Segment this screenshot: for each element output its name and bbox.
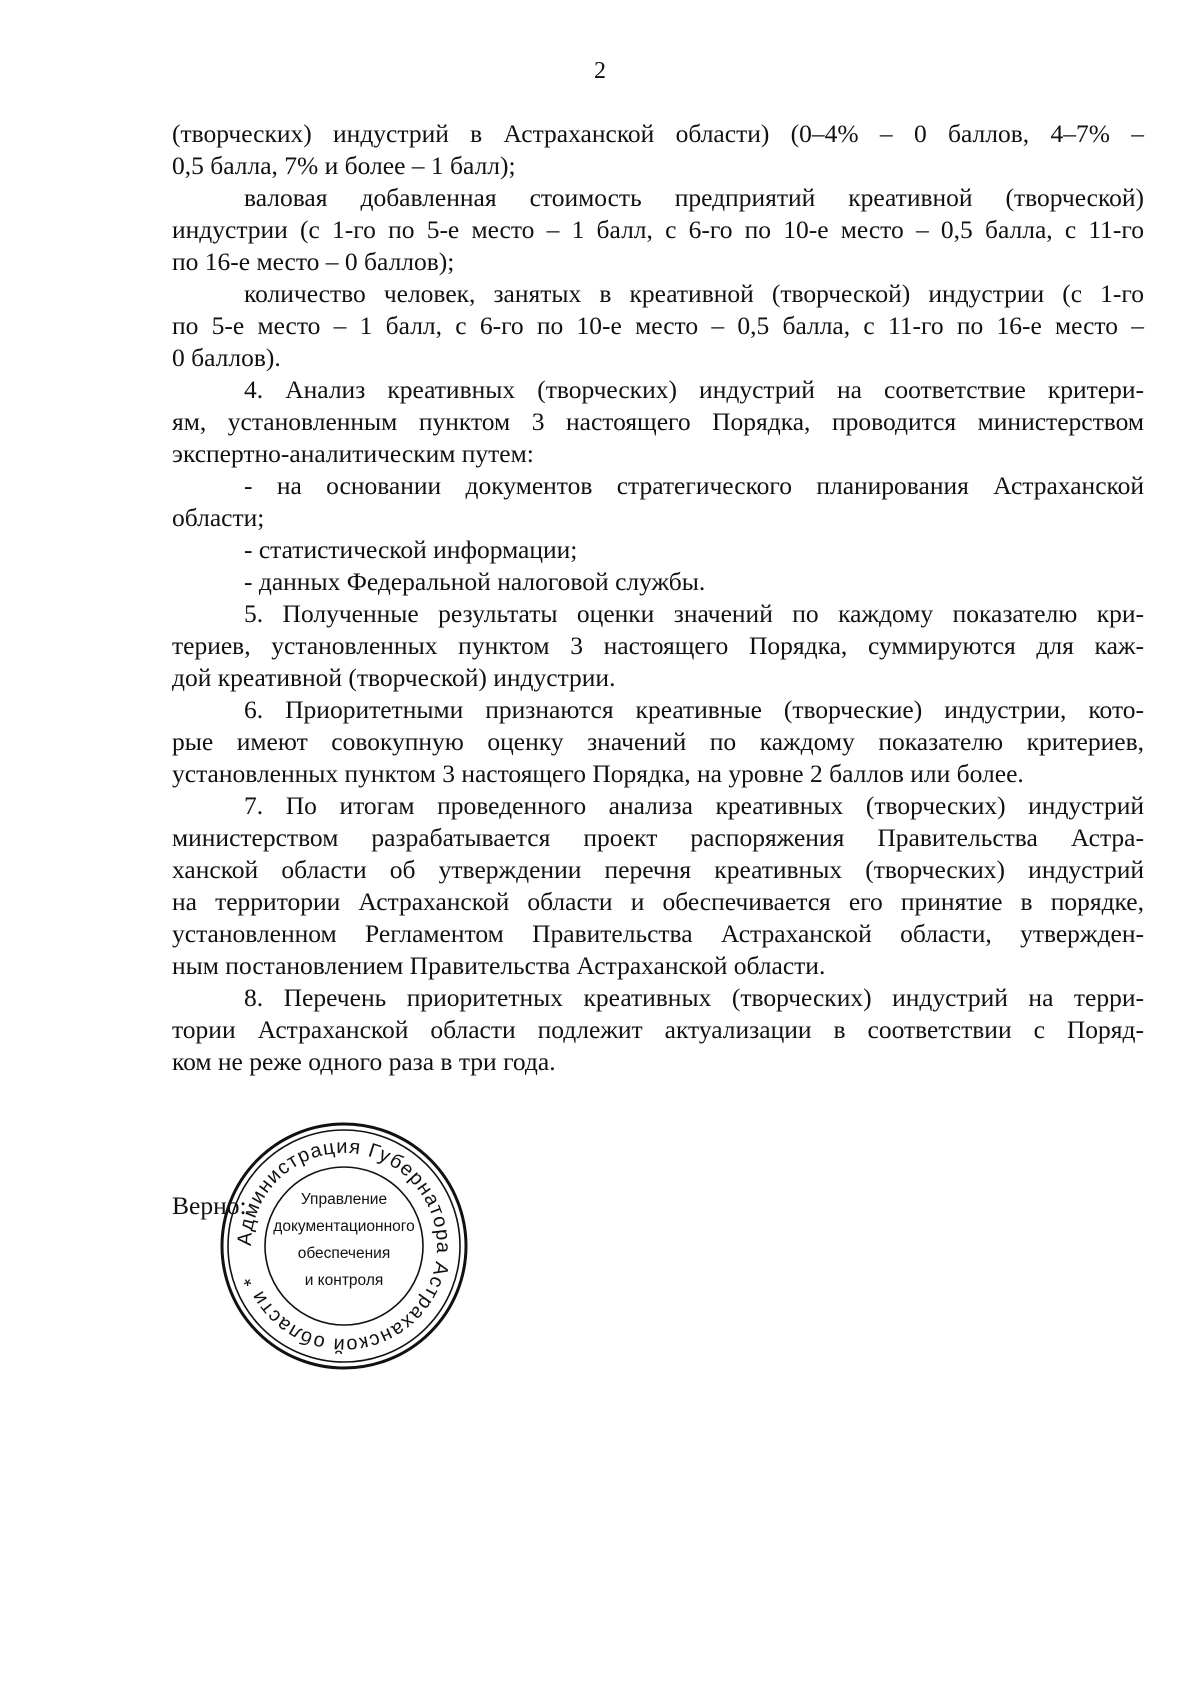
text-line: - на основании документов стратегического планирования Астраханской (244, 471, 1144, 500)
official-stamp (218, 1120, 470, 1372)
stamp-inner-line: Управление (300, 1191, 388, 1208)
text-line: ным постановлением Правительства Астраханской области. (172, 951, 826, 980)
text-line: - статистической информации; (244, 535, 578, 564)
text-line: териев, установленных пунктом 3 настоящего Порядка, суммируются для каж- (172, 631, 1144, 660)
text-line: тории Астраханской области подлежит актуализации в соответствии с Поряд- (172, 1015, 1144, 1044)
text-line: 0 баллов). (172, 343, 281, 372)
text-line: установленном Регламентом Правительства Астраханской области, утвержден- (172, 919, 1144, 948)
text-line: индустрии (с 1-го по 5-е место – 1 балл, с 6-го по 10-е место – 0,5 балла, с 11-го (172, 215, 1144, 244)
text-line: ханской области об утверждении перечня креативных (творческих) индустрий (172, 855, 1144, 884)
text-line: ям, установленным пунктом 3 настоящего Порядка, проводится министерством (172, 407, 1144, 436)
text-line: установленных пунктом 3 настоящего Порядка, на уровне 2 баллов или более. (172, 759, 1024, 788)
text-line: рые имеют совокупную оценку значений по каждому показателю критериев, (172, 727, 1144, 756)
text-line: 8. Перечень приоритетных креативных (творческих) индустрий на терри- (244, 983, 1144, 1012)
text-line: министерством разрабатывается проект распоряжения Правительства Астра- (172, 823, 1144, 852)
text-line: 4. Анализ креативных (творческих) индустрий на соответствие критери- (244, 375, 1144, 404)
stamp-inner-line: обеспечения (297, 1245, 391, 1262)
stamp-inner-line: и контроля (304, 1272, 384, 1289)
text-line: по 16-е место – 0 баллов); (172, 247, 455, 276)
stamp-center-text (262, 1186, 426, 1294)
text-line: 0,5 балла, 7% и более – 1 балл); (172, 151, 516, 180)
text-line: 6. Приоритетными признаются креативные (творческие) индустрии, кото- (244, 695, 1144, 724)
text-line: дой креативной (творческой) индустрии. (172, 663, 616, 692)
verno-label: Верно: (172, 1191, 247, 1220)
text-line: по 5-е место – 1 балл, с 6-го по 10-е место – 0,5 балла, с 11-го по 16-е место – (172, 311, 1144, 340)
text-line: на территории Астраханской области и обеспечивается его принятие в порядке, (172, 887, 1144, 916)
text-line: ком не реже одного раза в три года. (172, 1047, 556, 1076)
text-line: 5. Полученные результаты оценки значений по каждому показателю кри- (244, 599, 1144, 628)
page-number: 2 (594, 58, 606, 84)
text-line: количество человек, занятых в креативной (творческой) индустрии (с 1-го (244, 279, 1144, 308)
stamp-ring-text: Администрация Губернатора Астраханской области * (233, 1135, 455, 1357)
text-line: - данных Федеральной налоговой службы. (244, 567, 706, 596)
text-line: (творческих) индустрий в Астраханской области) (0–4% – 0 баллов, 4–7% – (172, 119, 1144, 148)
text-line: экспертно-аналитическим путем: (172, 439, 534, 468)
stamp-inner-line: документационного (273, 1218, 415, 1235)
document-body (172, 118, 1144, 1078)
text-line: 7. По итогам проведенного анализа креативных (творческих) индустрий (244, 791, 1144, 820)
text-line: валовая добавленная стоимость предприятий креативной (творческой) (244, 183, 1144, 212)
text-line: области; (172, 503, 265, 532)
